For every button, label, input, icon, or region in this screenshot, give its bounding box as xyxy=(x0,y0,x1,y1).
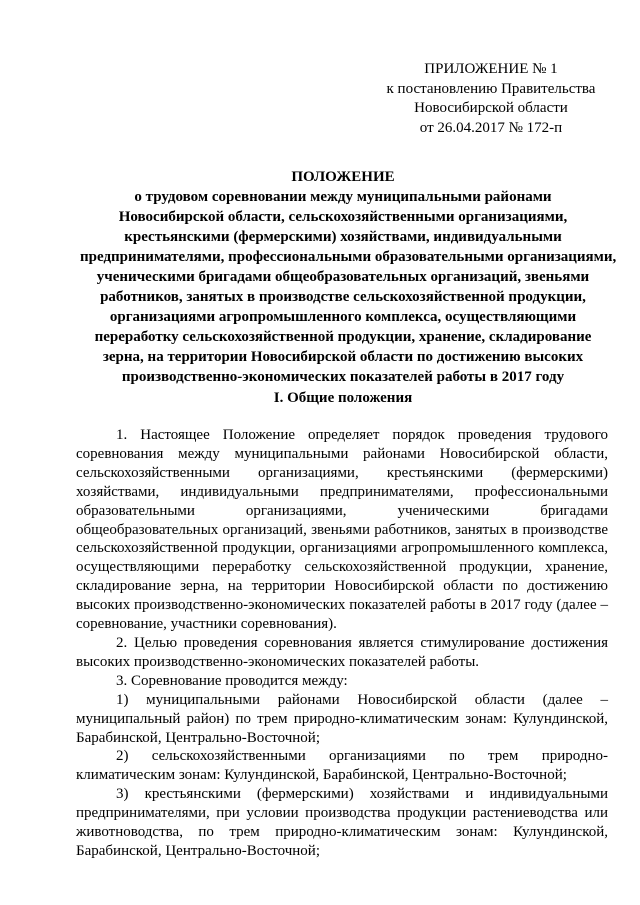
title-line: ученическими бригадами общеобразовательных организаций, звеньями xyxy=(96,269,590,285)
title-line: крестьянскими (фермерскими) хозяйствами, индивидуальными xyxy=(124,229,562,245)
title-line: производственно-экономических показателей работы в 2017 году xyxy=(121,369,565,385)
paragraph-item-3: 3. Соревнование проводится между: xyxy=(116,672,348,689)
title-line: работников, занятых в производстве сельскохозяйственной продукции, xyxy=(100,289,586,305)
title-line: предпринимателями, профессиональными образовательными организациями, xyxy=(80,249,617,265)
approval-line-appendix: ПРИЛОЖЕНИЕ № 1 xyxy=(424,61,558,77)
section-body xyxy=(76,426,608,861)
subitem-1: 1) муниципальными районами Новосибирской области (далее – муниципальный район) по трем природно-климатическим зонам: Кулундинской, Барабинской, Центрально-Восточной; xyxy=(76,691,608,746)
approval-line-region: Новосибирской области xyxy=(414,100,568,116)
approval-stamp xyxy=(376,60,606,138)
subitem-3: 3) крестьянскими (фермерскими) хозяйствами и индивидуальными предпринимателями, при условии производства продукции растениеводства или животноводства, по трем природно-климатическим зонам: Кулундинской, Барабинской, Центрально-Восточной; xyxy=(76,786,608,859)
title-line: организациями агропромышленного комплекса, осуществляющими xyxy=(109,309,577,325)
approval-line-resolution: к постановлению Правительства xyxy=(386,80,596,97)
paragraph-item-1: 1. Настоящее Положение определяет порядок проведения трудового соревнования между муниципальными районами Новосибирской области, сельскохозяйственными организациями, крестьянскими (фермерскими) хозяйствами, индивидуальными предпринимателями, профессиональными образовательными организациями, ученическими бригадами общеобразовательных организаций, звеньями работников, занятых в производстве сельскохозяйственной продукции, организациями агропромышленного комплекса, осуществляющими переработку сельскохозяйственной продукции, хранение, складирование зерна, на территории Новосибирской области по достижению высоких производственно-экономических показателей работы в 2017 году (далее – соревнование, участники соревнования). xyxy=(76,427,608,633)
title-line: зерна, на территории Новосибирской области по достижению высоких xyxy=(102,349,584,365)
title-line: о трудовом соревновании между муниципальными районами xyxy=(134,189,552,205)
title-heading: ПОЛОЖЕНИЕ xyxy=(291,169,395,185)
title-line: Новосибирской области, сельскохозяйственными организациями, xyxy=(118,209,568,225)
paragraph-item-2: 2. Целью проведения соревнования является стимулирование достижения высоких производственно-экономических показателей работы. xyxy=(76,634,608,670)
approval-line-date-number: от 26.04.2017 № 172-п xyxy=(419,119,563,136)
section-heading: I. Общие положения xyxy=(273,390,413,406)
document-title xyxy=(80,167,617,387)
title-line: переработку сельскохозяйственной продукции, хранение, складирование xyxy=(94,329,592,345)
subitem-2: 2) сельскохозяйственными организациями по трем природно-климатическим зонам: Кулундинской, Барабинской, Центрально-Восточной; xyxy=(76,748,608,784)
